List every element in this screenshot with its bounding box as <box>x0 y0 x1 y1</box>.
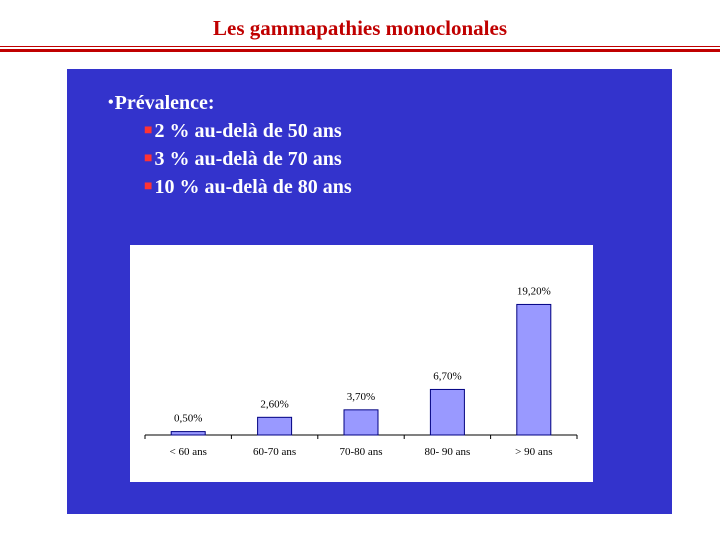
title-underline <box>0 49 720 52</box>
bullet-heading <box>108 91 352 115</box>
chart-svg <box>130 245 593 482</box>
bar <box>344 410 378 435</box>
x-tick-label: > 90 ans <box>515 446 553 458</box>
bar-chart <box>130 245 593 482</box>
bullet-item-text: 2 % au-delà de 50 ans <box>154 120 342 142</box>
bullet-list <box>108 91 352 203</box>
x-tick-label: 70-80 ans <box>339 446 383 458</box>
bullet-item <box>108 147 352 171</box>
x-tick-label: < 60 ans <box>169 446 207 458</box>
data-label: 3,70% <box>346 390 376 403</box>
bullet-item <box>108 119 352 143</box>
data-label: 6,70% <box>433 370 462 383</box>
bar <box>430 389 464 435</box>
x-tick-label: 80- 90 ans <box>424 446 471 458</box>
title-underline-thin <box>0 46 720 47</box>
bullet-item-text: 3 % au-delà de 70 ans <box>154 148 342 170</box>
bullet-marker-icon: ■ <box>144 151 153 166</box>
data-label: 2,60% <box>260 398 289 411</box>
content-panel <box>67 69 672 514</box>
bar <box>171 432 205 435</box>
bar <box>258 417 292 435</box>
bullet-marker-icon: ■ <box>144 123 153 138</box>
slide-title: Les gammapathies monoclonales <box>213 16 507 40</box>
data-label: 19,20% <box>516 285 551 298</box>
x-tick-label: 60-70 ans <box>253 446 297 458</box>
bullet-marker-icon: • <box>108 94 114 111</box>
bullet-marker-icon: ■ <box>144 179 153 194</box>
bullet-heading-text: Prévalence: <box>114 92 215 114</box>
bar <box>517 304 551 435</box>
bullet-item <box>108 175 352 199</box>
data-label: 0,50% <box>173 412 203 425</box>
bullet-item-text: 10 % au-delà de 80 ans <box>154 176 352 198</box>
